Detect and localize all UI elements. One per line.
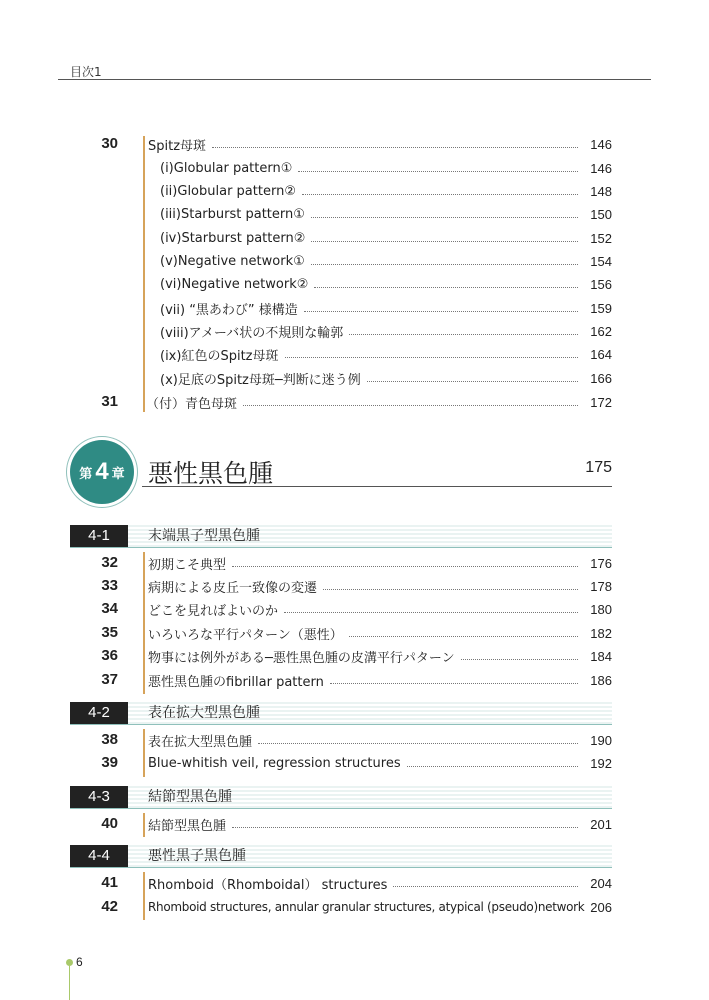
entry-page: 204: [590, 875, 612, 891]
toc-subentry[interactable]: [80, 297, 612, 319]
entry-number: 38: [101, 731, 118, 748]
entry-title: 初期こそ典型: [148, 557, 227, 573]
entry-title: (vi)Negative network②: [160, 276, 309, 292]
entry-page: 192: [590, 755, 612, 771]
section-header[interactable]: [70, 525, 612, 547]
section-rule: [70, 547, 612, 548]
toc-entry-41[interactable]: [80, 872, 612, 894]
dot-leader: [304, 311, 578, 312]
entry-page: 186: [590, 672, 612, 688]
chapter-suffix: 章: [111, 466, 125, 482]
entry-title: 病期による皮丘一致像の変遷: [148, 580, 318, 596]
toc-entry-35[interactable]: [80, 622, 612, 644]
entry-number: 39: [101, 754, 118, 771]
entry-page: 148: [590, 183, 612, 199]
section-rule: [70, 808, 612, 809]
entry-title: (vii) “黒あわび” 様構造: [160, 302, 298, 318]
entry-page: 206: [590, 899, 612, 915]
entry-page: 182: [590, 625, 612, 641]
page-number: 6: [76, 955, 83, 969]
entry-page: 152: [590, 230, 612, 246]
header-rule: [58, 79, 651, 80]
entry-title: (i)Globular pattern①: [160, 160, 293, 176]
entry-number: 37: [101, 671, 118, 688]
toc-subentry[interactable]: [80, 367, 612, 389]
toc-subentry[interactable]: [80, 203, 612, 225]
toc-subentry[interactable]: [80, 320, 612, 342]
entry-title: (x)足底のSpitz母斑─判断に迷う例: [160, 372, 361, 388]
toc-entry-32[interactable]: [80, 552, 612, 574]
entry-number: 41: [101, 874, 118, 891]
section-number: 4-3: [70, 786, 128, 808]
dot-leader: [243, 405, 578, 406]
entry-page: 180: [590, 601, 612, 617]
toc-entry-30[interactable]: [80, 133, 612, 155]
toc-subentry[interactable]: [80, 273, 612, 295]
dot-leader: [407, 766, 578, 767]
entry-page: 176: [590, 555, 612, 571]
toc-subentry[interactable]: [80, 343, 612, 365]
toc-subentry[interactable]: [80, 227, 612, 249]
entry-title: (iv)Starburst pattern②: [160, 230, 306, 246]
entry-page: 146: [590, 160, 612, 176]
toc-entry-33[interactable]: [80, 575, 612, 597]
entry-title: (ii)Globular pattern②: [160, 183, 296, 199]
toc-subentry[interactable]: [80, 180, 612, 202]
toc-entry-34[interactable]: [80, 598, 612, 620]
entry-number: 33: [101, 577, 118, 594]
dot-leader: [314, 287, 578, 288]
entry-title: 結節型黒色腫: [148, 818, 227, 834]
dot-leader: [367, 381, 578, 382]
dot-leader: [302, 194, 578, 195]
dot-leader: [212, 147, 578, 148]
entry-title: 悪性黒色腫のfibrillar pattern: [148, 674, 324, 690]
entry-number: 30: [101, 135, 118, 152]
toc-entry-42[interactable]: [80, 896, 612, 918]
dot-leader: [349, 334, 578, 335]
folio-dot-icon: [66, 959, 73, 966]
entry-number: 42: [101, 898, 118, 915]
dot-leader: [349, 636, 578, 637]
dot-leader: [311, 217, 578, 218]
entry-title: (iii)Starburst pattern①: [160, 206, 305, 222]
entry-title: (viii)アメーバ状の不規則な輪郭: [160, 325, 344, 341]
entry-title: どこを見ればよいのか: [148, 603, 279, 619]
dot-leader: [393, 886, 578, 887]
entry-number: 35: [101, 624, 118, 641]
chapter-rule: [142, 486, 612, 487]
entry-title: Rhomboid structures, annular granular structures, atypical (pseudo)network: [148, 900, 585, 914]
toc-entry-40[interactable]: [80, 813, 612, 835]
dot-leader: [232, 827, 578, 828]
entry-title: いろいろな平行パターン（悪性）: [148, 627, 343, 643]
entry-page: 156: [590, 276, 612, 292]
dot-leader: [323, 589, 578, 590]
toc-subentry[interactable]: [80, 157, 612, 179]
chapter-number: 4: [95, 458, 109, 485]
entry-number: 36: [101, 647, 118, 664]
entry-title: 表在拡大型黒色腫: [148, 734, 253, 750]
entry-page: 164: [590, 346, 612, 362]
entry-title: Rhomboid（Rhomboidal） structures: [148, 877, 388, 893]
dot-leader: [311, 241, 578, 242]
entry-page: 154: [590, 253, 612, 269]
entry-number: 31: [101, 393, 118, 410]
toc-entry-36[interactable]: [80, 645, 612, 667]
toc-entry-39[interactable]: [80, 752, 612, 774]
toc-entry-37[interactable]: [80, 669, 612, 691]
section-number: 4-4: [70, 845, 128, 867]
section-number: 4-2: [70, 702, 128, 724]
dot-leader: [285, 357, 579, 358]
entry-number: 32: [101, 554, 118, 571]
entry-title: Spitz母斑: [148, 138, 207, 154]
dot-leader: [284, 612, 578, 613]
dot-leader: [258, 743, 578, 744]
entry-page: 178: [590, 578, 612, 594]
entry-page: 159: [590, 300, 612, 316]
entry-page: 146: [590, 136, 612, 152]
toc-entry-31[interactable]: [80, 391, 612, 413]
dot-leader: [311, 264, 578, 265]
entry-title: （付）青色母斑: [146, 396, 238, 412]
section-title: 悪性黒子黒色腫: [148, 848, 246, 864]
entry-title: 物事には例外がある─悪性黒色腫の皮溝平行パターン: [148, 650, 455, 666]
section-title: 末端黒子型黒色腫: [148, 528, 260, 544]
running-header: 目次1: [70, 65, 102, 79]
dot-leader: [461, 659, 578, 660]
section-rule: [70, 724, 612, 725]
folio-line: [69, 966, 70, 1000]
entry-page: 172: [590, 394, 612, 410]
entry-page: 162: [590, 323, 612, 339]
toc-entry-38[interactable]: [80, 729, 612, 751]
dot-leader: [298, 171, 578, 172]
entry-number: 40: [101, 815, 118, 832]
entry-page: 201: [590, 816, 612, 832]
entry-number: 34: [101, 600, 118, 617]
dot-leader: [330, 683, 578, 684]
entry-page: 190: [590, 732, 612, 748]
chapter-page: 175: [585, 459, 612, 476]
section-title: 結節型黒色腫: [148, 789, 232, 805]
entry-page: 184: [590, 648, 612, 664]
section-header[interactable]: [70, 845, 612, 867]
section-rule: [70, 867, 612, 868]
dot-leader: [232, 566, 578, 567]
entry-title: Blue-whitish veil, regression structures: [148, 755, 401, 771]
chapter-heading[interactable]: [70, 436, 612, 496]
section-number: 4-1: [70, 525, 128, 547]
entry-page: 150: [590, 206, 612, 222]
chapter-prefix: 第: [79, 466, 93, 482]
entry-page: 166: [590, 370, 612, 386]
entry-title: (ix)紅色のSpitz母斑: [160, 348, 279, 364]
chapter-title: 悪性黒色腫: [148, 459, 274, 488]
section-header[interactable]: [70, 702, 612, 724]
entry-title: (v)Negative network①: [160, 253, 305, 269]
section-header[interactable]: [70, 786, 612, 808]
section-title: 表在拡大型黒色腫: [148, 705, 260, 721]
chapter-badge: [70, 440, 134, 504]
toc-subentry[interactable]: [80, 250, 612, 272]
